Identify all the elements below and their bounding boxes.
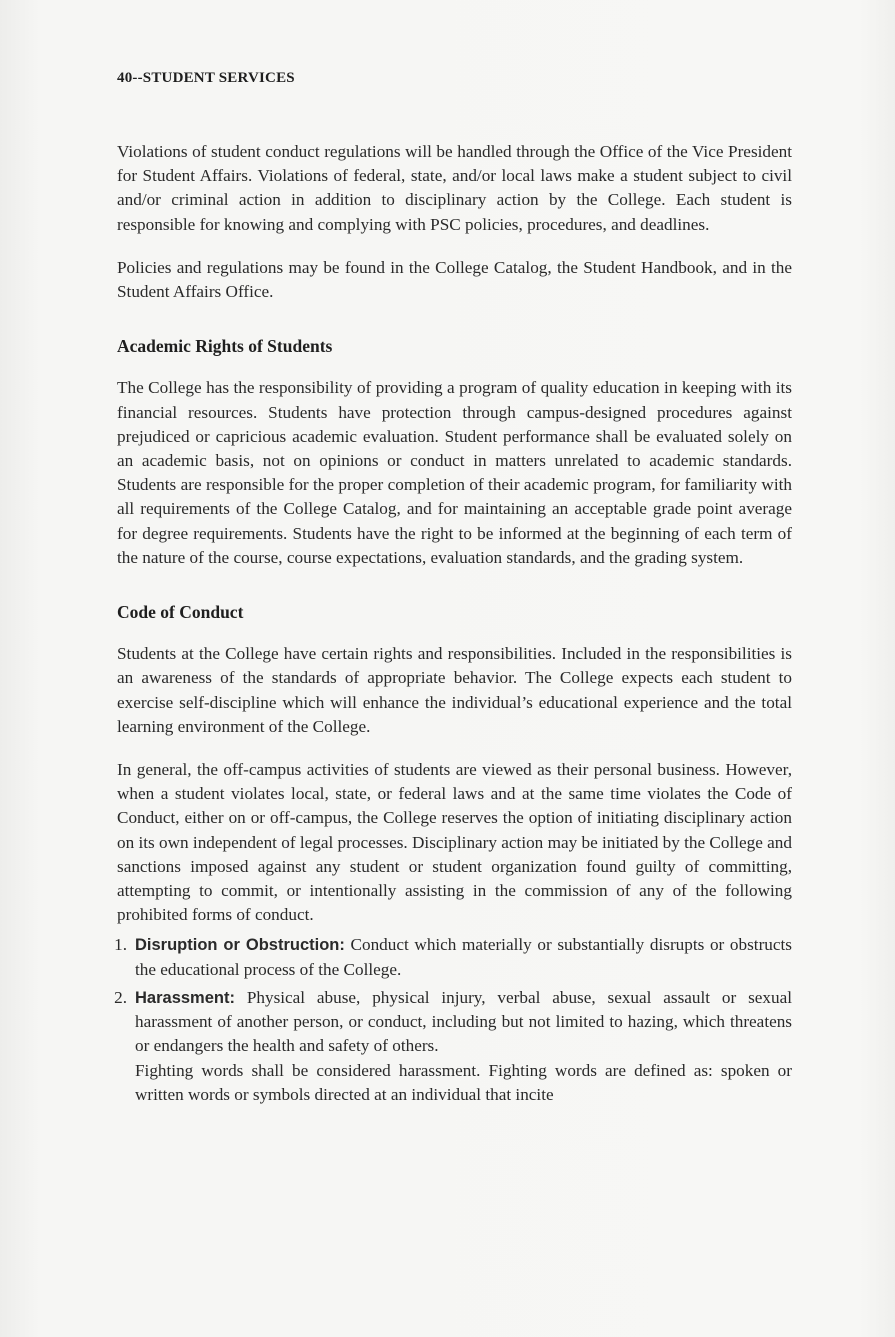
intro-paragraph-1: Violations of student conduct regulations will be handled through the Office of the Vice President for Student Affairs. Violations of federal, state, and/or local laws make a student subject to civil and/or criminal action in addition to disciplinary action by the College. Each student is responsible for knowing and complying with PSC policies, procedures, and deadlines. <box>117 142 792 234</box>
code-of-conduct-heading: Code of Conduct <box>117 602 244 623</box>
list-item-number: 2. <box>114 987 127 1007</box>
list-item-text: Physical abuse, physical injury, verbal abuse, sexual assault or sexual harassment of another person, or conduct, including but not limited to hazing, which threatens or endangers the health and safety of others. <box>135 987 792 1056</box>
code-of-conduct-paragraph-2: In general, the off-campus activities of students are viewed as their personal business. However, when a student violates local, state, or federal laws and at the same time violates the Code of Conduct, either on or off-campus, the College reserves the option of initiating disciplinary action on its own independent of legal processes. Disciplinary action may be initiated by the College and sanctions imposed against any student or student organization found guilty of committing, attempting to commit, or intentionally assisting in the commission of any of the following prohibited forms of conduct. <box>117 760 792 925</box>
list-item-text: Conduct which materially or substantially disrupts or obstructs the educational process of the College. <box>135 935 792 979</box>
running-header: 40--STUDENT SERVICES <box>117 70 295 86</box>
list-item-term: Harassment: <box>135 988 235 1007</box>
list-item-body <box>135 933 792 981</box>
list-item-body <box>135 986 792 1107</box>
list-item-number: 1. <box>114 935 127 955</box>
list-item <box>114 933 792 981</box>
page-content <box>114 140 792 1111</box>
list-item-term: Disruption or Obstruction: <box>135 936 345 955</box>
academic-rights-paragraph: The College has the responsibility of providing a program of quality education in keeping with its financial resources. Students have protection through campus-designed procedures against prejudiced or capricious academic evaluation. Student performance shall be evaluated solely on an academic basis, not on opinions or conduct in matters unrelated to academic standards. Students are responsible for the proper completion of their academic program, for familiarity with all requirements of the College Catalog, and for maintaining an acceptable grade point average for degree requirements. Students have the right to be informed at the beginning of each term of the nature of the course, course expectations, evaluation standards, and the grading system. <box>117 378 792 567</box>
academic-rights-heading: Academic Rights of Students <box>117 336 333 357</box>
prohibited-conduct-list <box>114 933 792 1106</box>
list-item-note: Fighting words shall be considered harassment. Fighting words are defined as: spoken or written words or symbols directed at an individual that incite <box>135 1060 792 1104</box>
list-item <box>114 986 792 1107</box>
intro-paragraph-2: Policies and regulations may be found in the College Catalog, the Student Handbook, and in the Student Affairs Office. <box>117 257 792 302</box>
code-of-conduct-paragraph-1: Students at the College have certain rights and responsibilities. Included in the responsibilities is an awareness of the standards of appropriate behavior. The College expects each student to exercise self-discipline which will enhance the individual’s educational experience and the total learning environment of the College. <box>117 644 792 736</box>
